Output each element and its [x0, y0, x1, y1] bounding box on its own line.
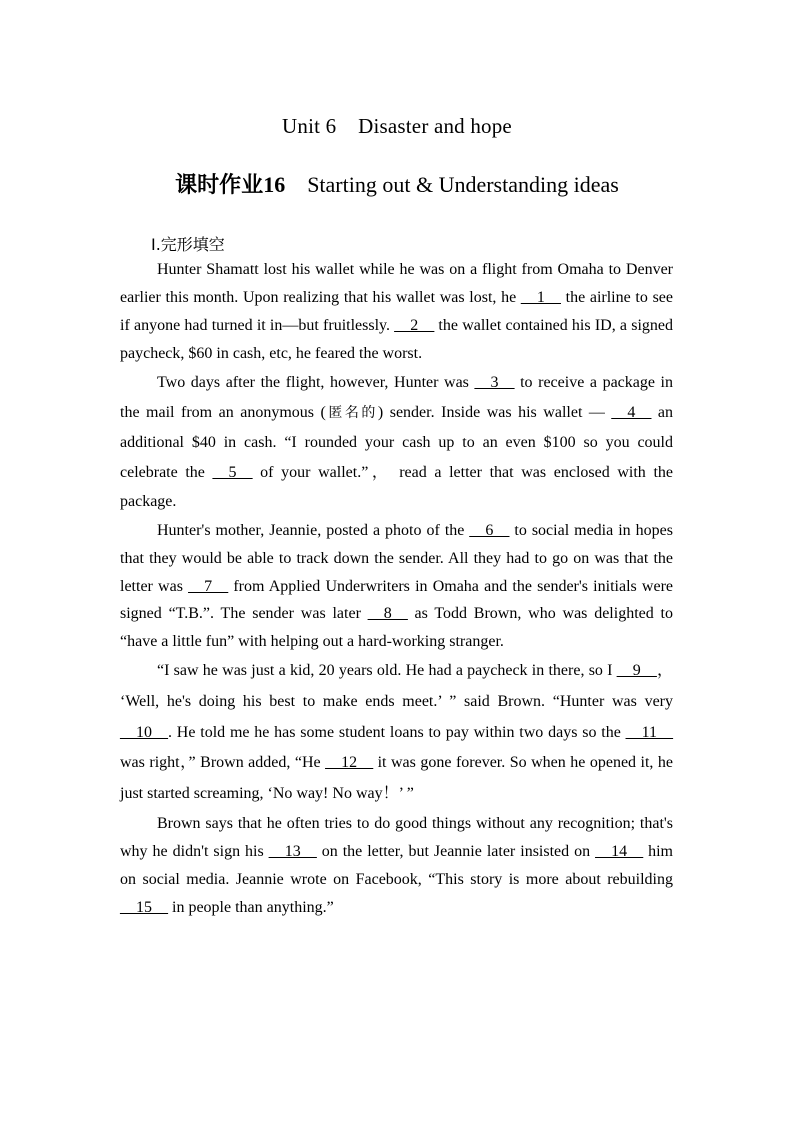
blank-13: __13__ — [268, 842, 317, 860]
unit-title: Unit 6 Disaster and hope — [282, 114, 512, 138]
text-run: Hunter Shamatt lost his wallet while he was on a flight from Omaha to Denver earlier this month. Upon realizing that his wallet was lost, he — [120, 261, 673, 306]
blank-8: __8__ — [367, 605, 408, 623]
text-run: as Todd Brown, who was delighted to “have a little fun” with helping out a hard-working stranger. — [120, 605, 673, 651]
text-run: on the letter, but Jeannie later insisted on — [316, 842, 596, 860]
blank-1: __1__ — [520, 289, 561, 306]
blank-6: __6__ — [469, 521, 510, 539]
blank-10: __10__ — [120, 723, 168, 741]
blank-14: __14__ — [595, 842, 644, 860]
paragraph-3 — [120, 517, 673, 656]
blank-2: __2__ — [394, 317, 435, 334]
chinese-gloss: 匿名的 — [325, 404, 378, 421]
blank-15: __15__ — [120, 898, 168, 916]
text-run: it was gone forever. So when he opened it, he just started screaming, ‘No way! No way！’ ” — [120, 754, 673, 803]
lesson-english-title: Starting out & Understanding ideas — [307, 172, 619, 197]
blank-9: __9__ — [616, 661, 657, 679]
text-run: an additional $40 in cash. “I rounded your cash up to an even $100 so you could celebrate the — [120, 403, 674, 481]
blank-5: __5__ — [212, 463, 253, 481]
text-run: to receive a package in the mail from an anonymous ( — [120, 374, 674, 421]
cloze-passage — [120, 256, 673, 922]
text-run: Brown says that he often tries to do good things without any recognition; that's why he didn't sign his — [120, 814, 673, 860]
blank-7: __7__ — [188, 577, 229, 595]
text-run: of your wallet.”， read a letter that was enclosed with the package. — [120, 463, 673, 511]
text-run: “I saw he was just a kid, 20 years old. He had a paycheck in there, so I — [157, 661, 617, 679]
text-run: the wallet contained his ID, a signed paycheck, $60 in cash, etc, he feared the worst. — [120, 317, 674, 362]
text-run: him on social media. Jeannie wrote on Facebook, “This story is more about rebuilding — [120, 842, 674, 888]
text-run: in people than anything.” — [168, 898, 334, 916]
blank-11: __11__ — [625, 723, 673, 741]
blank-12: __12__ — [325, 754, 374, 772]
lesson-cn-label: 课时作业 — [175, 173, 264, 198]
paragraph-4 — [120, 656, 673, 810]
lesson-number: 16 — [263, 172, 286, 197]
blank-4: __4__ — [611, 403, 652, 421]
text-run: to social media in hopes that they would be able to track down the sender. All they had to go on was that the letter was — [120, 521, 673, 595]
paragraph-1 — [120, 256, 673, 368]
paragraph-5 — [120, 810, 673, 922]
section-label-cloze: Ⅰ.完形填空 — [151, 235, 225, 254]
text-run: from Applied Underwriters in Omaha and the sender's initials were signed “T.B.”. The sender was later — [120, 577, 674, 623]
text-run: the airline to see if anyone had turned it in—but fruitlessly. — [120, 289, 673, 334]
text-run: was right，” Brown added, “He — [120, 754, 326, 772]
paragraph-2 — [120, 368, 673, 517]
text-run: ， ‘Well, he's doing his best to make ends meet.’ ” said Brown. “Hunter was very — [120, 661, 673, 710]
text-run: . He told me he has some student loans to pay within two days so the — [168, 723, 626, 741]
lesson-title — [0, 168, 794, 199]
blank-3: __3__ — [474, 374, 515, 391]
text-run: ) sender. Inside was his wallet — — [377, 403, 612, 421]
text-run: Two days after the flight, however, Hunter was — [157, 374, 475, 391]
text-run: Hunter's mother, Jeannie, posted a photo of the — [157, 521, 470, 539]
